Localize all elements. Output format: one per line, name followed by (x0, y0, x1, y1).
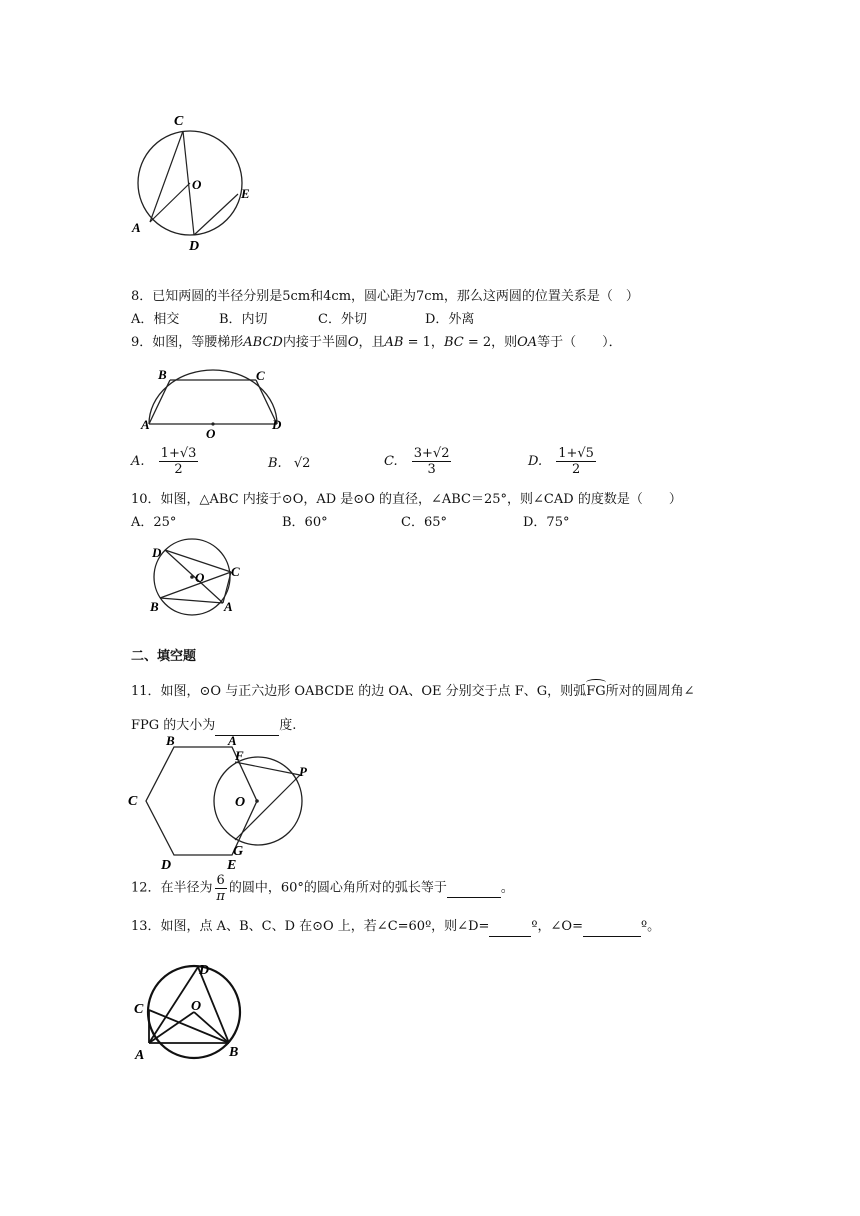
question-10-stem: 10．如图，△ABC 内接于⊙O，AD 是⊙O 的直径，∠ABC＝25°，则∠CAD 的度数是（ ） (131, 492, 682, 507)
label-B: B (166, 733, 175, 748)
label-O: O (191, 999, 202, 1014)
question-9-stem (131, 334, 622, 352)
q9-mid2: ，且 (358, 335, 385, 350)
label-A: A (132, 220, 141, 235)
q12-prefix: 12．在半径为 (131, 880, 213, 896)
q8-option-c: C．外切 (318, 312, 367, 327)
label-A: A (224, 599, 233, 614)
q13-answer-blank-d[interactable] (489, 918, 531, 937)
q10-option-b: B．60° (282, 515, 328, 530)
label-F: F (235, 748, 244, 763)
q8-option-a: A．相交 (131, 312, 180, 327)
label-O: O (235, 795, 246, 810)
label-O: O (206, 426, 216, 440)
q9-mid3: = 1， (403, 335, 444, 350)
question-13-stem (131, 918, 660, 937)
label-B: B (229, 1045, 239, 1060)
q10-option-c: C．65° (401, 515, 447, 530)
q9-option-d (528, 446, 596, 477)
figure-q7 (128, 112, 260, 254)
q9-bc: BC (443, 335, 464, 350)
q9-opt-c-label: C. (384, 454, 398, 469)
q9-opt-c-den: 3 (427, 462, 436, 477)
q8-option-b: B．内切 (219, 312, 268, 327)
question-8-stem: 8．已知两圆的半径分别是5cm和4cm，圆心距为7cm，那么这两圆的位置关系是（ ） (131, 289, 639, 304)
label-B: B (150, 599, 159, 614)
label-D: D (189, 239, 200, 254)
section-heading-fill-in: 二、填空题 (131, 649, 197, 664)
label-D: D (152, 545, 162, 560)
label-C: C (134, 1002, 144, 1017)
label-D: D (272, 417, 282, 432)
q9-option-b (268, 455, 310, 473)
label-O: O (192, 177, 202, 192)
label-C: C (256, 368, 265, 383)
q8-option-d: D．外离 (425, 312, 475, 327)
q9-o: O (347, 335, 359, 350)
q9-prefix: 9．如图，等腰梯形 (131, 335, 244, 350)
q13-stem-b: º，∠O= (531, 919, 583, 934)
label-C: C (128, 794, 138, 809)
q10-option-d: D．75° (523, 515, 570, 530)
q10-option-a: A．25° (131, 515, 177, 530)
q12-answer-blank[interactable] (447, 879, 501, 898)
q12-num: 6 (216, 873, 225, 888)
figure-q10 (145, 538, 251, 618)
label-E: E (241, 186, 250, 201)
q12-end: 。 (500, 880, 514, 896)
figure-q11 (125, 730, 317, 872)
q13-answer-blank-o[interactable] (583, 918, 641, 937)
label-D: D (161, 858, 172, 872)
q9-opt-d-den: 2 (571, 462, 581, 477)
label-O: O (195, 570, 205, 585)
q9-opt-d-num: 1+√5 (558, 446, 594, 461)
q13-stem-a: 13．如图，点 A、B、C、D 在⊙O 上，若∠C=60º，则∠D= (131, 919, 490, 934)
label-G: G (233, 844, 244, 859)
label-A: A (228, 733, 237, 748)
q9-ab: AB (384, 335, 404, 350)
label-D: D (199, 963, 210, 978)
label-C: C (231, 564, 240, 579)
q9-suffix: 等于（ ）． (537, 335, 622, 350)
q9-opt-c-num: 3+√2 (413, 446, 450, 461)
q9-opt-d-label: D. (528, 454, 543, 469)
label-P: P (299, 764, 307, 779)
q11-stem-d: 度. (279, 718, 297, 733)
q11-arc-fg: FG (586, 684, 606, 699)
question-11-stem-line1 (131, 683, 695, 701)
label-E: E (227, 858, 237, 872)
q9-opt-a-label: A. (131, 454, 145, 469)
label-A: A (135, 1048, 145, 1063)
q9-option-a (131, 446, 198, 477)
figure-q13 (130, 960, 250, 1066)
q9-abcd: ABCD (243, 335, 283, 350)
q12-suffix: 的圆中，60°的圆心角所对的弧长等于 (228, 880, 447, 896)
q11-stem-a: 11．如图，⊙O 与正六边形 OABCDE 的边 OA、OE 分别交于点 F、G，则弧 (131, 684, 587, 699)
label-A: A (141, 417, 150, 432)
q9-opt-a-den: 2 (174, 462, 183, 477)
figure-q9 (138, 362, 290, 440)
q11-stem-c: FPG 的大小为 (131, 718, 216, 733)
q9-opt-b-val: √2 (293, 456, 311, 471)
q9-oa: OA (517, 335, 538, 350)
label-B: B (158, 367, 167, 382)
q13-stem-c: º。 (640, 919, 661, 934)
q9-opt-a-num: 1+√3 (160, 446, 197, 461)
q9-mid4: = 2，则 (463, 335, 518, 350)
q9-mid1: 内接于半圆 (282, 335, 348, 350)
q9-opt-b-label: B. (268, 456, 282, 471)
q11-stem-b: 所对的圆周角∠ (605, 684, 695, 699)
q9-option-c (384, 446, 451, 477)
question-12-stem (131, 873, 514, 904)
q12-den: π (216, 889, 225, 904)
label-C: C (174, 114, 184, 129)
